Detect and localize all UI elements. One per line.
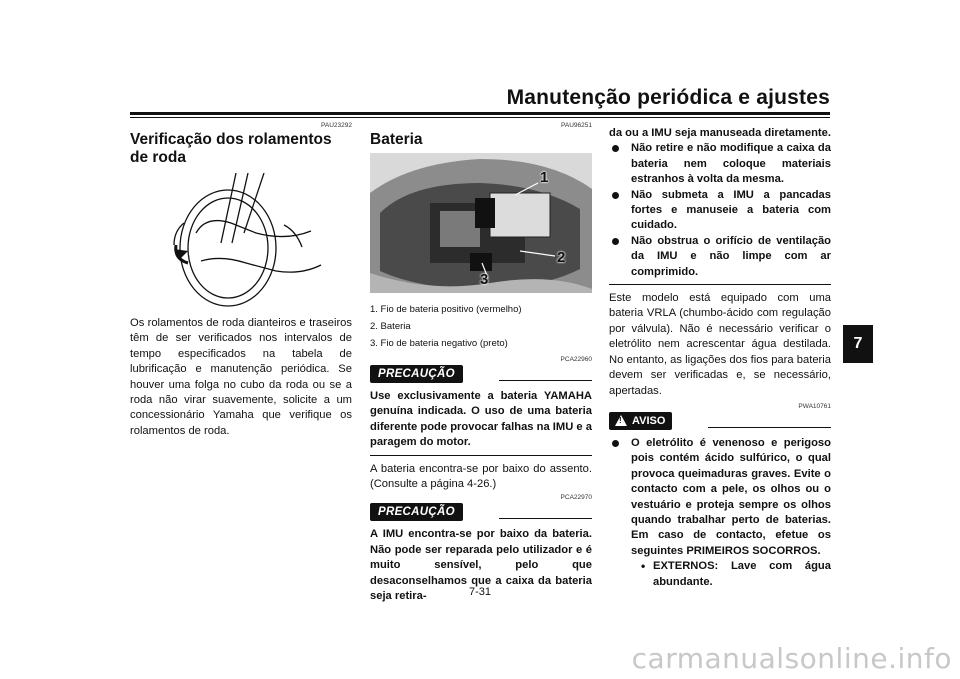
page-title: Manutenção periódica e ajustes (506, 86, 830, 109)
caution-badge: PRECAUÇÃO (370, 365, 463, 383)
section-heading: Bateria (370, 131, 423, 148)
battery-photo (370, 153, 592, 293)
caution-text: Use exclusivamente a bateria YAMAHA genuína indicada. O uso de uma bateria diferente pode provocar falhas na IMU e a paragem do motor. (370, 390, 592, 449)
caption-item: 2. Bateria (370, 321, 411, 332)
section-code: PAU23292 (321, 122, 352, 129)
bullet-item (609, 436, 831, 590)
warning-triangle-icon: ! (615, 415, 627, 426)
column-battery (370, 122, 592, 604)
caution-code: PCA22970 (560, 494, 592, 502)
header-rule-thin (130, 117, 830, 118)
callout-2: 2 (557, 249, 566, 266)
vrla-battery-text: Este modelo está equipado com uma bateria VRLA (chumbo-ácido com regulação por válvula). Não é necessário verificar o eletrólito nem acrescentar água destilada. No entanto, as ligações dos fios para bateria devem ser verificadas e, se necessário, apertadas. (609, 292, 831, 397)
caution-text: A IMU encontra-se por baixo da bateria. Não pode ser reparada pelo utilizador e é muito sensível, pelo que desaconselhamos que a caixa da bateria seja retira- (370, 528, 592, 603)
caution-badge: PRECAUÇÃO (370, 503, 463, 521)
caution-header (370, 503, 592, 521)
caption-item: 3. Fio de bateria negativo (preto) (370, 338, 508, 349)
caution-bullets (609, 141, 831, 280)
page-number: 7-31 (468, 586, 492, 598)
caution-header (370, 365, 592, 383)
bullet-item: Não obstrua o orifício de ventilação da IMU e não limpe com ar comprimido. (609, 234, 831, 280)
warning-rule (708, 427, 831, 428)
bullet-item: Não retire e não modifique a caixa da bateria nem coloque materiais estranhos à volta da mesma. (609, 141, 831, 187)
battery-location-text: A bateria encontra-se por baixo do assento. (Consulte a página 4-26.) (370, 462, 592, 491)
chapter-tab: 7 (843, 325, 873, 363)
caution-code: PCA22960 (560, 356, 592, 363)
wheel-illustration (166, 173, 326, 308)
warning-bullets (609, 436, 831, 590)
section-code: PAU96251 (561, 122, 592, 129)
watermark: carmanualsonline.info (631, 642, 952, 675)
warning-bullet-text: O eletrólito é venenoso e perigoso pois contém ácido sulfúrico, o qual provoca queimaduras graves. Evite o contacto com a pele, os olhos ou o vestuário e proteja sempre os olhos quando trabalhar perto de baterias. Em caso de contacto, efetue os seguintes PRIMEIROS SOCORROS. (631, 436, 831, 557)
sub-bullet-item: • EXTERNOS: Lave com água abundante. (641, 559, 831, 590)
callout-1: 1 (540, 169, 549, 186)
wheel-bearings-text: Os rolamentos de roda dianteiros e traseiros têm de ser verificados nos intervalos de tempo especificados na tabela de lubrificação e manutenção periódica. Se houver uma folga no cubo da roda ou se a roda não virar suavemente, solicite a um concessionário Yamaha que verifique os rolamentos de roda. (130, 317, 352, 437)
section-heading: Verificação dos rolamentos de roda (130, 131, 332, 166)
caution-rule (499, 380, 592, 381)
caution-rule (499, 518, 592, 519)
caption-item: 1. Fio de bateria positivo (vermelho) (370, 304, 522, 315)
caution-end-rule (609, 284, 831, 285)
column-wheel-bearings (130, 122, 352, 439)
warning-badge (609, 412, 672, 430)
bullet-item: Não submeta a IMU a pancadas fortes e manuseie a bateria com cuidado. (609, 188, 831, 234)
column-battery-continued (609, 126, 831, 590)
warning-label: AVISO (632, 414, 666, 427)
warning-header (609, 412, 831, 430)
header-rule (130, 112, 830, 115)
figure-captions (370, 301, 592, 352)
warning-code: PWA10761 (798, 402, 831, 410)
caution-end-rule (370, 455, 592, 456)
caution-continued-text: da ou a IMU seja manuseada diretamente. (609, 127, 831, 139)
callout-3: 3 (480, 271, 489, 288)
